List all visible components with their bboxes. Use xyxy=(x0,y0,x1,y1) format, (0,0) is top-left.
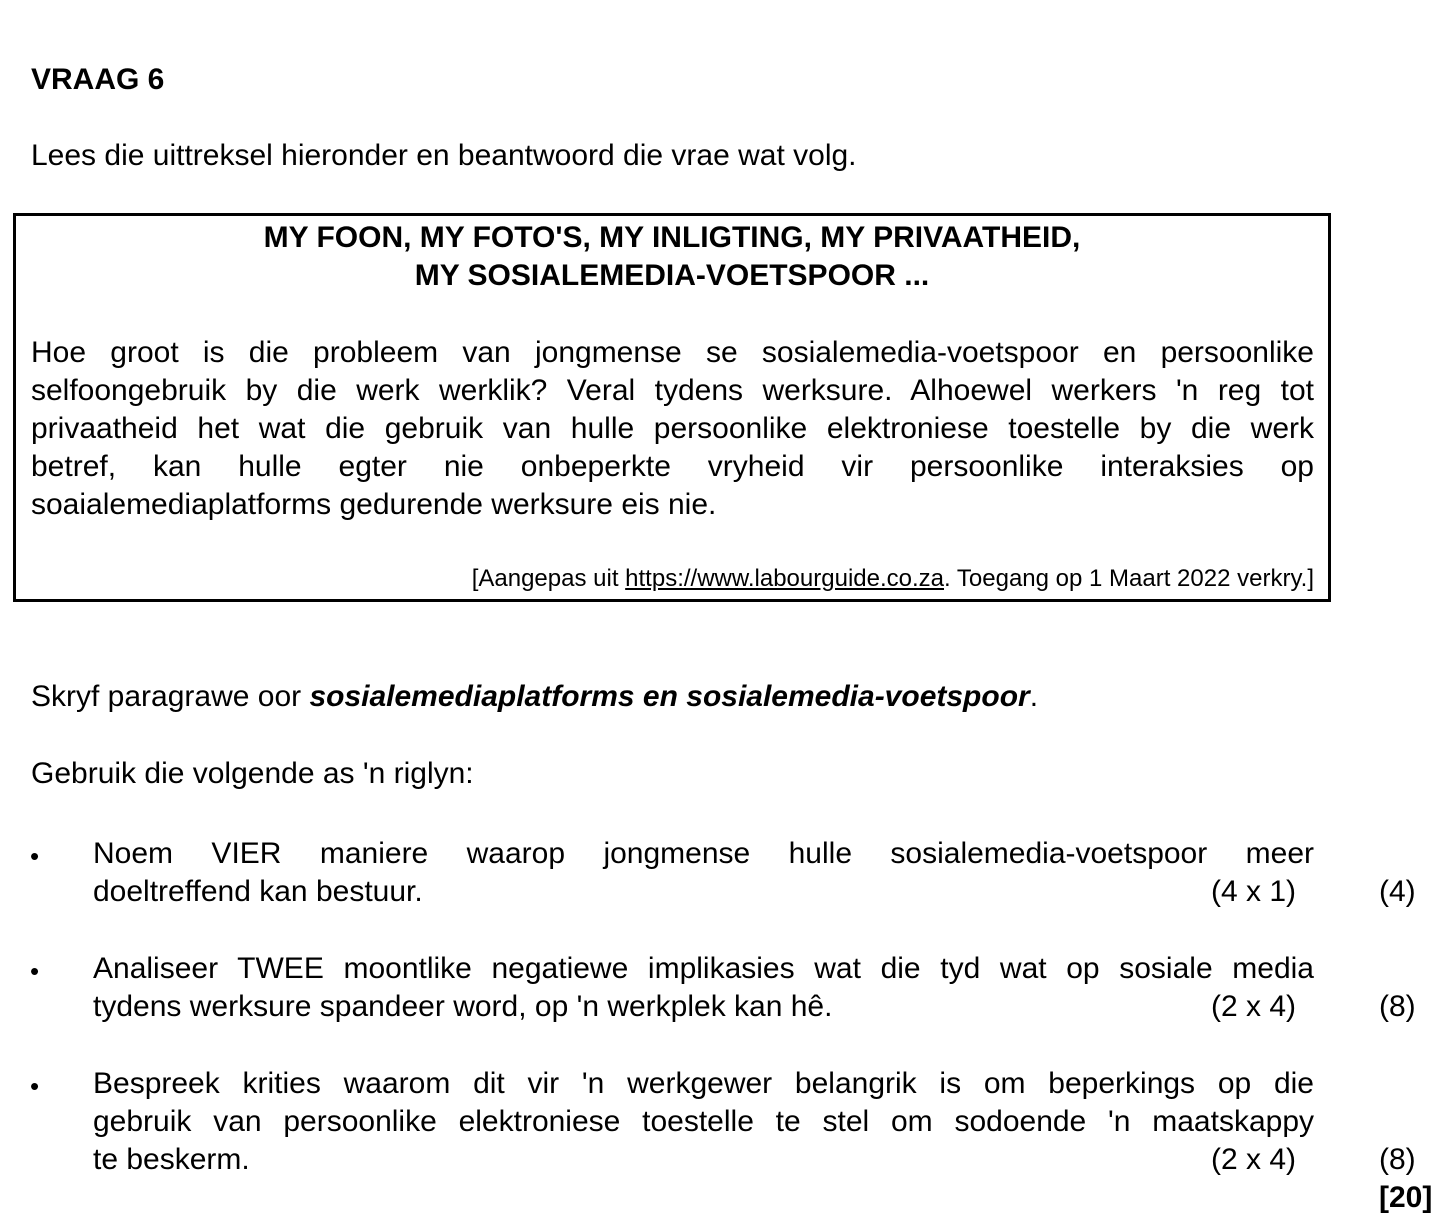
source-suffix: . Toegang op 1 Maart 2022 verkry.] xyxy=(944,565,1314,592)
question-total: [20] xyxy=(1379,1181,1432,1214)
task-topic: sosialemediaplatforms en sosialemedia-voetspoor xyxy=(309,680,1030,713)
mark-allocation: (2 x 4) xyxy=(1211,1143,1297,1176)
extract-title-line-2: MY SOSIALEMEDIA-VOETSPOOR ... xyxy=(414,259,930,292)
marks-total: (8) xyxy=(1379,990,1416,1023)
bullet-icon: • xyxy=(30,841,40,871)
extract-body-line: Hoe groot is die probleem van jongmense se sosialemedia-voetspoor en persoonlike xyxy=(31,336,1314,369)
extract-body-line: betref, kan hulle egter nie onbeperkte vryheid vir persoonlike interaksies op xyxy=(31,450,1314,483)
task-suffix: . xyxy=(1029,680,1039,713)
bullet-icon: • xyxy=(30,1071,40,1101)
mark-allocation: (2 x 4) xyxy=(1211,990,1297,1023)
marks-total: (8) xyxy=(1379,1143,1416,1176)
question-instruction: Lees die uittreksel hieronder en beantwoord die vrae wat volg. xyxy=(31,139,857,172)
bullet-line: gebruik van persoonlike elektroniese toestelle te stel om sodoende 'n maatskappy xyxy=(93,1105,1314,1138)
marks-total: (4) xyxy=(1379,875,1416,908)
question-heading: VRAAG 6 xyxy=(31,63,165,96)
extract-source xyxy=(472,563,1314,595)
bullet-line: doeltreffend kan bestuur. xyxy=(93,875,423,908)
mark-allocation: (4 x 1) xyxy=(1211,875,1297,908)
source-prefix: [Aangepas uit xyxy=(471,565,626,592)
bullet-line: Analiseer TWEE moontlike negatiewe implikasies wat die tyd wat op sosiale media xyxy=(93,952,1314,985)
extract-body-line: privaatheid het wat die gebruik van hulle persoonlike elektroniese toestelle by die werk xyxy=(31,412,1314,445)
extract-body-line: selfoongebruik by die werk werklik? Veral tydens werksure. Alhoewel werkers 'n reg tot xyxy=(31,374,1314,407)
bullet-line: tydens werksure spandeer word, op 'n werkplek kan hê. xyxy=(93,990,833,1023)
task-statement xyxy=(31,678,1038,716)
source-link[interactable]: https://www.labourguide.co.za xyxy=(625,565,944,592)
task-prefix: Skryf paragrawe oor xyxy=(31,680,310,713)
bullet-icon: • xyxy=(30,956,40,986)
extract-body-line: soaialemediaplatforms gedurende werksure eis nie. xyxy=(31,488,717,521)
task-guideline: Gebruik die volgende as 'n riglyn: xyxy=(31,757,474,790)
bullet-line: Noem VIER maniere waarop jongmense hulle sosialemedia-voetspoor meer xyxy=(93,837,1314,870)
extract-title-line-1: MY FOON, MY FOTO'S, MY INLIGTING, MY PRIVAATHEID, xyxy=(263,221,1081,254)
bullet-line: Bespreek krities waarom dit vir 'n werkgewer belangrik is om beperkings op die xyxy=(93,1067,1314,1100)
bullet-line: te beskerm. xyxy=(93,1143,250,1176)
